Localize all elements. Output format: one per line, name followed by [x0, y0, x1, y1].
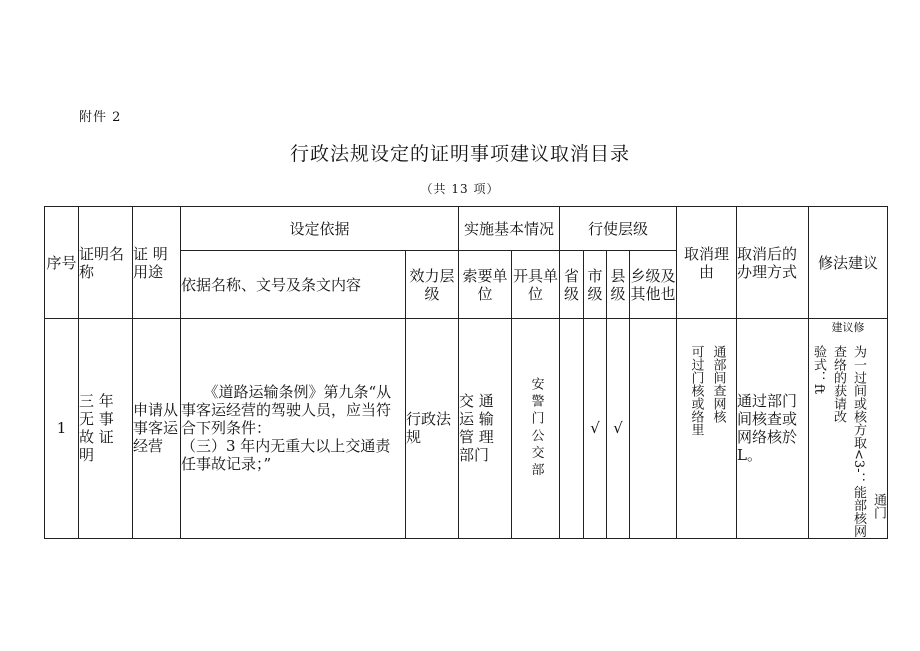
row-cert-use: 申请从事客运经营 [133, 319, 181, 539]
header-town: 乡级及其他也 [630, 251, 677, 319]
row-basis-level: 行政法规 [406, 319, 459, 539]
row-after: 通过部门间核查或网络核於L。 [737, 319, 809, 539]
header-level-group: 行使层级 [560, 207, 677, 251]
row-basis-text [181, 319, 406, 539]
header-reason: 取消理由 [677, 207, 737, 319]
header-issue-unit: 开具单位 [512, 251, 560, 319]
row-province [560, 319, 584, 539]
row-seq: 1 [45, 319, 79, 539]
header-law-suggest: 修法建议 [809, 207, 888, 319]
header-cert-name: 证明名称 [79, 207, 133, 319]
row-city: √ [584, 319, 607, 539]
row-issue-unit [512, 319, 560, 539]
row-county: √ [607, 319, 630, 539]
table-row [45, 319, 888, 539]
cert-table [44, 206, 888, 539]
row-town [630, 319, 677, 539]
document-title: 行政法规设定的证明事项建议取消目录 [289, 143, 630, 165]
header-basis-group: 设定依据 [181, 207, 459, 251]
law-col-1: 验式：ft [811, 345, 827, 395]
reason-col-2: 通部间查网核 [710, 345, 726, 423]
header-cert-use: 证 明用途 [133, 207, 181, 319]
row-cert-name: 三 年 无 事 故 证 明 [79, 319, 133, 539]
header-city: 市级 [584, 251, 607, 319]
attachment-label: 附件 2 [79, 110, 122, 125]
header-after: 取消后的办理方式 [737, 207, 809, 319]
law-col-4: 通门 [871, 493, 887, 519]
law-col-2: 查络的获请改 [831, 345, 847, 423]
issue-unit-vertical: 安 警 门 公 交 部 [528, 376, 544, 476]
header-province: 省级 [560, 251, 584, 319]
row-require-unit: 交 通 运 输 管 理 部门 [459, 319, 512, 539]
header-county: 县级 [607, 251, 630, 319]
reason-col-1: 可过门核或络里 [688, 345, 704, 436]
row-law-suggest [809, 319, 888, 539]
header-basis-name: 依据名称、文号及条文内容 [181, 251, 406, 319]
item-count: （共 13 项） [420, 182, 500, 196]
header-impl-group: 实施基本情况 [459, 207, 560, 251]
row-reason [677, 319, 737, 539]
header-basis-level: 效力层级 [406, 251, 459, 319]
basis-line-2: （三）3 年内无重大以上交通责任事故记录；” [181, 437, 391, 474]
header-seq: 序号 [45, 207, 79, 319]
basis-line-1: 《道路运输条例》第九条“从事客运经营的驾驶人员，应当符合下列条件： [181, 383, 392, 438]
law-col-3: 为一过间或核方取<3-：能部核网 [851, 345, 867, 538]
header-row-top [45, 207, 888, 251]
law-top-text: 建议修 [831, 321, 865, 334]
header-require-unit: 索要单位 [459, 251, 512, 319]
